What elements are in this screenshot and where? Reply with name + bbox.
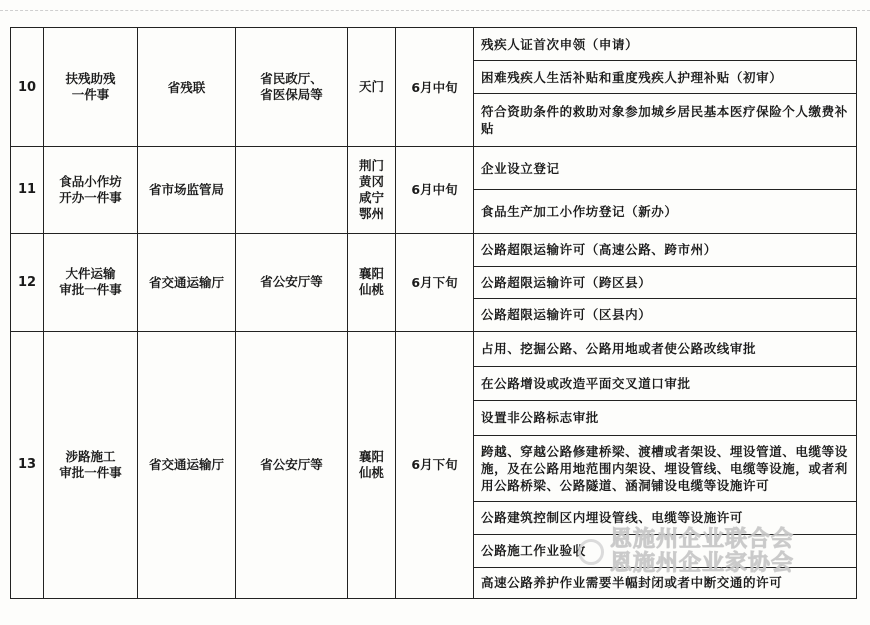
- matter-item: 公路超限运输许可（高速公路、跨市州）: [474, 233, 857, 266]
- cooperating-departments-line: 省医保局等: [260, 87, 323, 103]
- watermark-line-2: 恩施州企业家协会: [610, 551, 795, 576]
- cooperating-departments: [236, 233, 348, 331]
- matter-item: 设置非公路标志审批: [474, 400, 857, 435]
- task-name: [44, 233, 138, 331]
- table-row: [11, 331, 857, 366]
- task-name-line: 扶残助残: [65, 71, 116, 87]
- matter-item: 公路超限运输许可（区县内）: [474, 298, 857, 331]
- pilot-cities: [348, 147, 396, 233]
- cooperating-departments: [236, 28, 348, 147]
- pilot-cities-line: 襄阳: [358, 448, 384, 464]
- matter-item: 食品生产加工小作坊登记（新办）: [474, 189, 857, 233]
- table-row: [11, 28, 857, 61]
- matter-item: 跨越、穿越公路修建桥梁、渡槽或者架设、埋设管道、电缆等设施，及在公路用地范围内架设、埋设管线、电缆等设施，或者利用公路桥梁、公路隧道、涵洞铺设电缆等设施许可: [474, 435, 857, 501]
- matter-item: 企业设立登记: [474, 147, 857, 190]
- completion-time: 6月中旬: [396, 28, 474, 147]
- pilot-cities-line: 仙桃: [358, 282, 384, 298]
- seq-number: 10: [11, 28, 44, 147]
- task-name-line: 开办一件事: [59, 189, 122, 205]
- task-table: [10, 27, 857, 599]
- lead-department: 省交通运输厅: [138, 331, 236, 598]
- pilot-cities-line: 天门: [358, 79, 384, 95]
- matter-item: 在公路增设或改造平面交叉道口审批: [474, 366, 857, 400]
- cooperating-departments-line: 省公安厅等: [260, 456, 323, 472]
- matter-item: 占用、挖掘公路、公路用地或者使公路改线审批: [474, 331, 857, 366]
- task-name-line: 食品小作坊: [59, 173, 122, 189]
- task-name: [44, 28, 138, 147]
- pilot-cities: [348, 28, 396, 147]
- task-name-line: 一件事: [71, 87, 110, 103]
- lead-department: 省残联: [138, 28, 236, 147]
- pilot-cities-line: 咸宁: [358, 189, 384, 205]
- watermark-line-1: 恩施州企业联合会: [610, 527, 795, 552]
- matter-item: 高速公路养护作业需要半幅封闭或者中断交通的许可: [474, 567, 857, 598]
- lead-department: 省市场监管局: [138, 147, 236, 233]
- pilot-cities-line: 荆门: [358, 157, 384, 173]
- seq-number: 11: [11, 147, 44, 233]
- matter-item: 困难残疾人生活补贴和重度残疾人护理补贴（初审）: [474, 61, 857, 94]
- pilot-cities-line: 黄冈: [358, 173, 384, 189]
- matter-item: 符合资助条件的救助对象参加城乡居民基本医疗保险个人缴费补贴: [474, 94, 857, 147]
- table-row: [11, 233, 857, 266]
- completion-time: 6月下旬: [396, 331, 474, 598]
- cooperating-departments: [236, 147, 348, 233]
- task-name-line: 大件运输: [65, 266, 116, 282]
- matter-item: 公路施工作业验收: [474, 534, 857, 567]
- matter-item: 公路超限运输许可（跨区县）: [474, 266, 857, 298]
- pilot-cities-line: 鄂州: [358, 205, 384, 221]
- task-name-line: 涉路施工: [65, 448, 116, 464]
- pilot-cities: [348, 233, 396, 331]
- pilot-cities-line: 仙桃: [358, 464, 384, 480]
- cooperating-departments: [236, 331, 348, 598]
- completion-time: 6月下旬: [396, 233, 474, 331]
- pilot-cities: [348, 331, 396, 598]
- completion-time: 6月中旬: [396, 147, 474, 233]
- matter-item: 残疾人证首次申领（申请）: [474, 28, 857, 61]
- cooperating-departments-line: 省民政厅、: [260, 71, 323, 87]
- page-top-dashed-line: [0, 10, 870, 11]
- seq-number: 12: [11, 233, 44, 331]
- matter-item: 公路建筑控制区内埋设管线、电缆等设施许可: [474, 501, 857, 534]
- task-name: [44, 331, 138, 598]
- lead-department: 省交通运输厅: [138, 233, 236, 331]
- task-name-line: 审批一件事: [59, 464, 122, 480]
- cooperating-departments-line: 省公安厅等: [260, 274, 323, 290]
- task-name-line: 审批一件事: [59, 282, 122, 298]
- pilot-cities-line: 襄阳: [358, 266, 384, 282]
- seq-number: 13: [11, 331, 44, 598]
- task-name: [44, 147, 138, 233]
- table-row: [11, 147, 857, 190]
